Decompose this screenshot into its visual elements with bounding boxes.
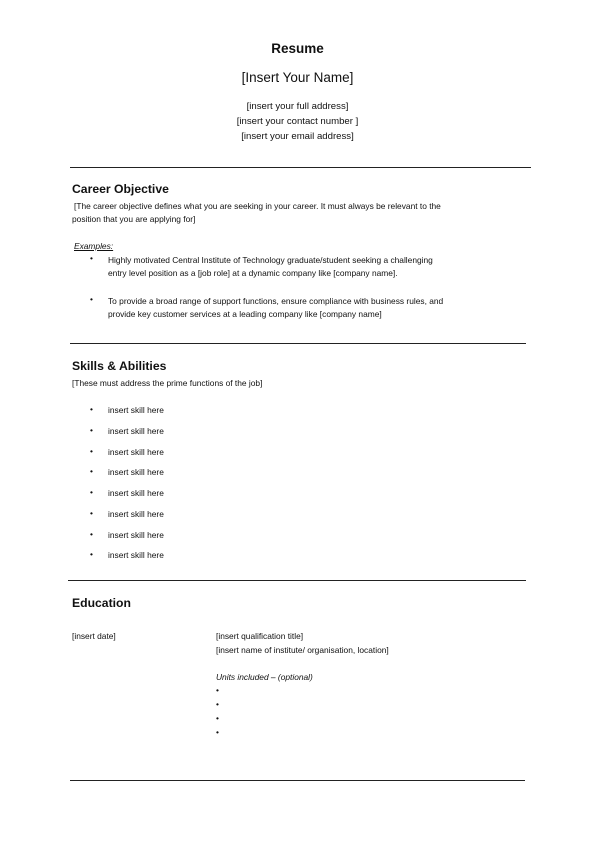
applicant-name: [Insert Your Name] <box>241 70 354 85</box>
bullet-icon: • <box>216 713 219 723</box>
divider <box>70 343 526 344</box>
career-objective-heading: Career Objective <box>72 182 169 196</box>
bullet-icon: • <box>90 529 93 539</box>
bullet-icon: • <box>90 466 93 476</box>
email-line: [insert your email address] <box>241 131 354 142</box>
bullet-icon: • <box>216 685 219 695</box>
example-1-line-1: Highly motivated Central Institute of Technology graduate/student seeking a challenging <box>108 255 433 265</box>
bullet-icon: • <box>216 727 219 737</box>
contact-number-line: [insert your contact number ] <box>236 116 359 127</box>
skill-item: insert skill here <box>108 426 164 436</box>
skills-heading: Skills & Abilities <box>72 359 167 373</box>
bullet-icon: • <box>90 253 93 263</box>
bullet-icon: • <box>90 487 93 497</box>
examples-label: Examples: <box>74 241 114 251</box>
career-objective-description-1: [The career objective defines what you are seeking in your career. It must always be relevant to the <box>74 201 441 211</box>
divider <box>68 580 526 581</box>
divider <box>70 780 525 781</box>
example-1-line-2: entry level position as a [job role] at a dynamic company like [company name]. <box>108 268 398 278</box>
qualification-title: [insert qualification title] <box>216 631 304 641</box>
bullet-icon: • <box>90 549 93 559</box>
bullet-icon: • <box>90 508 93 518</box>
education-heading: Education <box>72 596 131 610</box>
bullet-icon: • <box>216 699 219 709</box>
career-objective-description-2: position that you are applying for] <box>72 214 196 224</box>
bullet-icon: • <box>90 404 93 414</box>
skill-item: insert skill here <box>108 550 164 560</box>
example-2-line-2: provide key customer services at a leading company like [company name] <box>108 309 382 319</box>
skill-item: insert skill here <box>108 488 164 498</box>
address-line: [insert your full address] <box>246 101 349 112</box>
bullet-icon: • <box>90 446 93 456</box>
bullet-icon: • <box>90 425 93 435</box>
example-2-line-1: To provide a broad range of support functions, ensure compliance with business rules, and <box>108 296 444 306</box>
divider <box>70 167 531 168</box>
skill-item: insert skill here <box>108 509 164 519</box>
resume-title: Resume <box>271 41 324 56</box>
institute-name: [insert name of institute/ organisation, location] <box>216 645 389 655</box>
education-date: [insert date] <box>72 631 116 641</box>
skills-description: [These must address the prime functions of the job] <box>72 378 263 388</box>
skill-item: insert skill here <box>108 467 164 477</box>
bullet-icon: • <box>90 294 93 304</box>
skill-item: insert skill here <box>108 447 164 457</box>
skill-item: insert skill here <box>108 530 164 540</box>
skill-item: insert skill here <box>108 405 164 415</box>
units-label: Units included – (optional) <box>216 672 313 682</box>
